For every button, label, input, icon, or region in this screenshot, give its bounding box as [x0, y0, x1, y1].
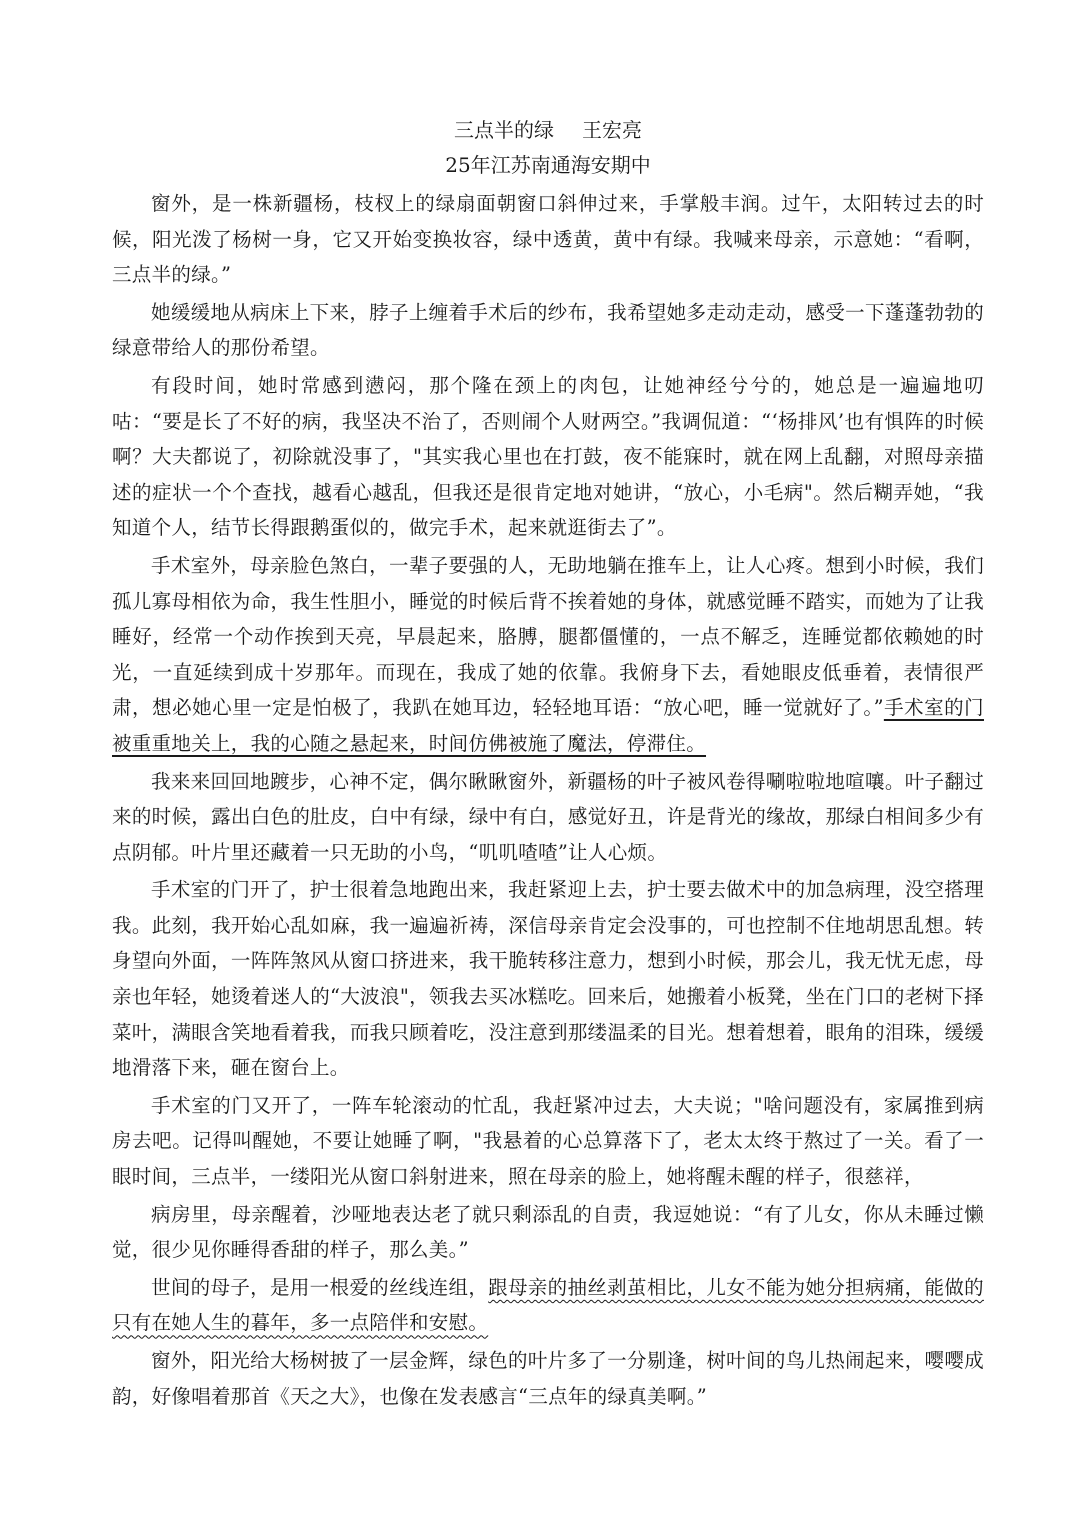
- title-text: 三点半的绿: [454, 118, 554, 142]
- wavy-underlined-sentence: 跟母亲的抽丝剥茧相比，儿女不能为她分担病痛，能做的只有在她人生的暮年，多一点陪伴和安慰。: [112, 1275, 984, 1335]
- paragraph-10: 窗外，阳光给大杨树披了一层金辉，绿色的叶片多了一分剔逢，树叶间的鸟儿热闹起来，嘤嘤成韵，好像唱着那首《天之大》，也像在发表感言“三点年的绿真美啊。”: [112, 1349, 984, 1408]
- paragraph-6: 手术室的门开了，护士很着急地跑出来，我赶紧迎上去，护士要去做术中的加急病理，没空搭理我。此刻，我开始心乱如麻，我一遍遍祈祷，深信母亲肯定会没事的，可也控制不住地胡思乱想。转身望向外面，一阵阵煞风从窗口挤进来，我干脆转移注意力，想到小时候，那会儿，我无忧无虑，母亲也年轻，她烫着迷人的“大波浪"，领我去买冰糕吃。回来后，她搬着小板凳，坐在门口的老树下择菜叶，满眼含笑地看着我，而我只顾着吃，没注意到那缕温柔的目光。想着想着，眼角的泪珠，缓缓地滑落下来，砸在窗台上。: [112, 878, 984, 1080]
- paragraph-7: 手术室的门又开了，一阵车轮滚动的忙乱，我赶紧冲过去，大夫说；"啥问题没有，家属推到病房去吧。记得叫醒她，不要让她睡了啊，"我悬着的心总算落下了，老太太终于熬过了一关。看了一眼时间，三点半，一缕阳光从窗口斜射进来，照在母亲的脸上，她将醒未醒的样子，很慈祥，: [112, 1093, 984, 1189]
- paragraph-5: 我来来回回地踱步，心神不定，偶尔瞅瞅窗外，新疆杨的叶子被风卷得唰啦啦地喧嚷。叶子翻过来的时候，露出白色的肚皮，白中有绿，绿中有白，感觉好丑，许是背光的缘故，那绿白相间多少有点阴郁。叶片里还藏着一只无助的小鸟，“叽叽喳喳”让人心烦。: [112, 769, 984, 864]
- paragraph-4-text: 手术室外，母亲脸色煞白，一辈子要强的人，无助地躺在推车上，让人心疼。想到小时候，我们孤儿寡母相依为命，我生性胆小，睡觉的时候后背不挨着她的身体，就感觉睡不踏实，而她为了让我睡好，经常一个动作挨到天亮，早晨起来，胳膊，腿都僵懂的，一点不解乏，连睡觉都依赖她的时光，一直延续到成十岁那年。而现在，我成了她的依靠。我俯身下去，看她眼皮低垂着，表情很严肃，想必她心里一定是怕极了，我趴在她耳边，轻轻地耳语：“放心吧，睡一觉就好了。”: [112, 553, 984, 720]
- paragraph-3: 有段时间，她时常感到懑闷，那个隆在颈上的肉包，让她神经兮兮的，她总是一遍遍地叨咕：“要是长了不好的病，我坚决不治了，否则闹个人财两空。”我调侃道：“‘杨排风’也有惧阵的时候啊？大夫都说了，初除就没事了，"其实我心里也在打鼓，夜不能寐时，就在网上乱翻，对照母亲描述的症状一个个查找，越看心越乱，但我还是很肯定地对她讲，“放心，小毛病"。然后糊弄她，“我知道个人，结节长得跟鹅蛋似的，做完手术，起来就逛街去了”。: [112, 373, 984, 540]
- underlined-sentence: 手术室的门被重重地关上，我的心随之悬起来，时间仿佛被施了魔法，停滞住。: [112, 696, 984, 755]
- exam-source: 25年江苏南通海安期中: [445, 153, 651, 177]
- paragraph-1: 窗外，是一株新疆杨，枝杈上的绿扇面朝窗口斜伸过来，手掌般丰润。过午，太阳转过去的时候，阳光泼了杨树一身，它又开始变换妆容，绿中透黄，黄中有绿。我喊来母亲，示意她：“看啊，三点半的绿。”: [112, 192, 984, 287]
- document-page: [112, 112, 984, 1416]
- paragraph-8: 病房里，母亲醒着，沙哑地表达老了就只剩添乱的自责，我逗她说：“有了儿女，你从未睡过懒觉，很少见你睡得香甜的样子，那么美。”: [112, 1202, 984, 1262]
- paragraph-9: [112, 1270, 984, 1341]
- author-name: 王宏亮: [582, 118, 642, 142]
- paragraph-2: 她缓缓地从病床上下来，脖子上缠着手术后的纱布，我希望她多走动走动，感受一下蓬蓬勃勃的绿意带给人的那份希望。: [112, 300, 984, 360]
- paragraph-9-text: 世间的母子，是用一根爱的丝线连组，: [151, 1275, 489, 1299]
- paragraph-4: [112, 548, 984, 762]
- article-title: [112, 112, 984, 148]
